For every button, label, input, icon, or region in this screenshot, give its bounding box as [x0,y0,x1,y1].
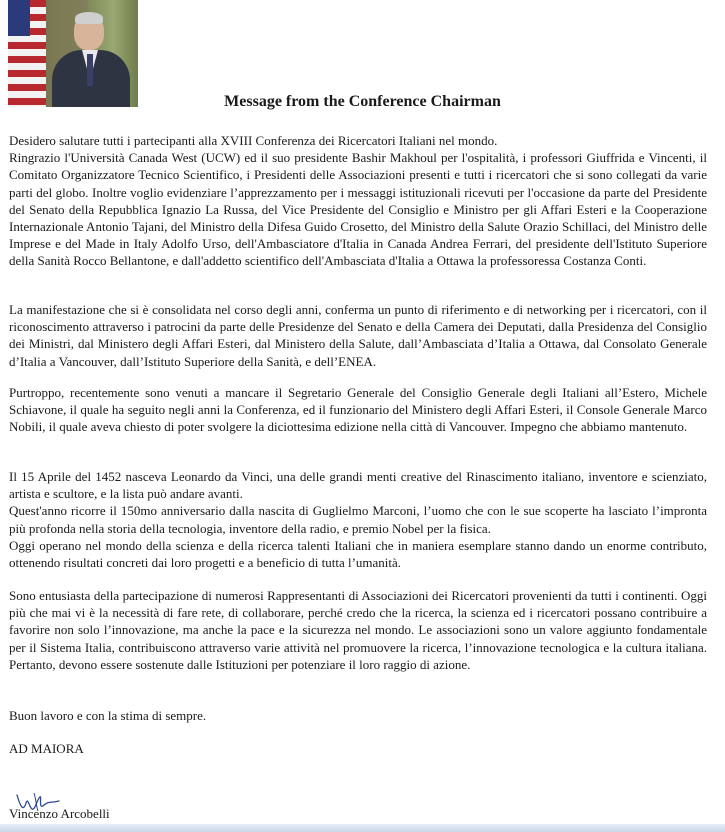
motto-text: AD MAIORA [9,741,84,756]
paragraph-remembrance: Purtroppo, recentemente sono venuti a mancare il Segretario Generale del Consiglio Generale degli Italiani all’Estero, Michele Schiavone, il quale ha seguito negli anni la Conferenza, ed il funzionario del Ministero degli Affari Esteri, il Console Generale Marco Nobili, il quale aveva chiesto di poter svolgere la diciottesima edizione nella città di Vancouver. Impegno che abbiamo mantenuto. [9,385,707,435]
paragraph-associations: Sono entusiasta della partecipazione di numerosi Rappresentanti di Associazioni dei Ricercatori provenienti da tutti i continenti. Oggi più che mai vi è la necessità di fare rete, di collaborare, perché credo che la ricerca, la scienza ed i ricercatori possano contribuire a favorire non solo l’innovazione, ma anche la pace e la sicurezza nel mondo. Le associazioni sono un valore aggiunto fondamentale per il Sistema Italia, contribuiscono attraverso varie attività nel promuovere la ricerca, l’innovazione tecnologica e la cultura italiana. Pertanto, devono essere sostenute dalle Istituzioni per potenziare il loro raggio di azione. [9,588,707,672]
flag-graphic [8,0,46,107]
paragraph-leonardo-marconi: Il 15 Aprile del 1452 nasceva Leonardo da Vinci, una delle grandi menti creative del Rinascimento italiano, inventore e scienziato, artista e scultore, e la lista può andare avanti. Quest'anno ricorre il 150mo anniversario dalla nascita di Guglielmo Marconi, l’uomo che con le sue scoperte ha lasciato l’impronta più profonda nella storia della tecnologia, inventore della radio, e premio Nobel per la fisica. Oggi operano nel mondo della scienza e della ricerca talenti Italiani che in maniera esemplare stanno dando un enorme contributo, ottenendo risultati concreti dai loro progetti e a beneficio di tutta l’umanità. [9,469,707,571]
page-bottom-border [0,824,725,832]
paragraph-greeting: Desidero salutare tutti i partecipanti alla XVIII Conferenza dei Ricercatori Italiani nel mondo. Ringrazio l'Università Canada West (UCW) ed il suo presidente Bashir Makhoul per l'ospitalità, i professori Giuffrida e Vincenti, il Comitato Organizzatore Tecnico Scientifico, i Presidenti delle Associazioni presenti e tutti i ricercatori che si sono collegati da varie parti del globo. Inoltre voglio evidenziare l’apprezzamento per i messaggi istituzionali ricevuti per l'occasione da parte del Presidente del Senato della Repubblica Ignazio La Russa, del Vice Presidente del Consiglio e Ministro per gli Affari Esteri e la Cooperazione Internazionale Antonio Tajani, del Ministro della Difesa Guido Crosetto, del Ministro della Salute Orazio Schillaci, del Ministro delle Imprese e del Made in Italy Adolfo Urso, dell'Ambasciatore d'Italia in Canada Andrea Ferrari, del presidente dell'Istituto Superiore della Sanità Rocco Bellantone, e dall'addetto scientifico dell'Ambasciata d'Italia a Ottawa la professoressa Costanza Conti. [9,133,707,269]
paragraph-manifestation: La manifestazione che si è consolidata nel corso degli anni, conferma un punto di riferimento e di networking per i ricercatori, con il riconoscimento attraverso i patrocini da parte delle Presidenze del Senato e della Camera dei Deputati, dalla Presidenza del Consiglio dei Ministri, dal Ministero degli Affari Esteri, dal Ministero della Salute, dall’Ambasciata d’Italia a Ottawa, dal Consolato Generale d’Italia a Vancouver, dall’Istituto Superiore della Sanità, e dell’ENEA. [9,302,707,369]
chairman-photo [8,0,138,107]
signature-name: Vincenzo Arcobelli [9,806,110,821]
page-title: Message from the Conference Chairman [224,93,501,110]
closing-text: Buon lavoro e con la stima di sempre. [9,708,207,723]
